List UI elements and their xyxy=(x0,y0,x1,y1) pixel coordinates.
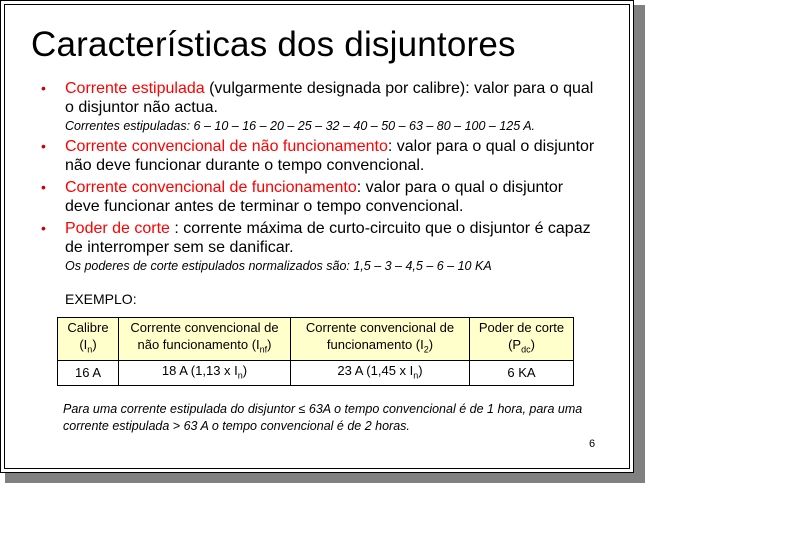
bullet-list xyxy=(41,79,601,277)
header-calibre xyxy=(58,318,119,361)
page-number: 6 xyxy=(589,438,596,450)
bullet-sep: : xyxy=(387,138,397,155)
header-subscript: nf xyxy=(259,344,268,355)
bullet-poder-de-corte xyxy=(41,219,601,257)
header-text: Calibre xyxy=(67,320,109,335)
cell-text: 18 A (1,13 x I xyxy=(161,362,238,378)
bullet-term: Poder de corte xyxy=(65,220,170,237)
cell-text: 6 KA xyxy=(507,365,536,381)
header-subscript: 2 xyxy=(423,344,429,355)
header-close: ) xyxy=(92,337,97,352)
cell-nao-funcionamento xyxy=(119,360,291,386)
bullet-corrente-funcionamento xyxy=(41,178,601,216)
header-funcionamento xyxy=(291,318,470,361)
cell-funcionamento xyxy=(291,360,470,386)
header-symbol: (I xyxy=(248,337,260,352)
example-label: EXEMPLO: xyxy=(65,291,137,307)
header-text: Corrente convencional de funcionamento xyxy=(305,320,455,352)
header-symbol: (P xyxy=(508,337,522,352)
header-subscript: dc xyxy=(521,344,531,355)
bullet-text: valor para o qual o disjuntor deve funcionar antes de terminar o tempo convencional. xyxy=(65,179,564,215)
bullet-term: Corrente estipulada xyxy=(65,80,205,97)
bullet-dot-icon: • xyxy=(41,138,46,154)
note-correntes-estipuladas: Correntes estipuladas: 6 – 10 – 16 – 20 – 25 – 32 – 40 – 50 – 63 – 80 – 100 – 125 A. xyxy=(65,119,536,133)
cell-close: ) xyxy=(242,362,248,378)
cell-subscript: n xyxy=(237,370,243,381)
cell-subscript: n xyxy=(413,370,419,381)
bullet-sep: : xyxy=(169,220,184,237)
header-subscript: n xyxy=(87,344,93,355)
bullet-text: valor para o qual o disjuntor não deve funcionar durante o tempo convencional. xyxy=(65,138,595,174)
header-text: Poder de corte xyxy=(478,320,565,335)
cell-close: ) xyxy=(418,362,423,378)
slide-title: Características dos disjuntores xyxy=(31,25,516,64)
header-symbol: (I xyxy=(79,337,88,352)
bullet-corrente-estipulada xyxy=(41,79,601,117)
cell-text: 16 A xyxy=(74,365,102,381)
table-header-row xyxy=(58,318,574,361)
example-table xyxy=(57,317,574,386)
bullet-dot-icon: • xyxy=(41,80,46,96)
header-close: ) xyxy=(267,337,272,352)
bullet-term: Corrente convencional de funcionamento xyxy=(65,179,357,196)
bullet-term: Corrente convencional de não funcionamento xyxy=(65,138,388,155)
bullet-dot-icon: • xyxy=(41,179,46,195)
bullet-dot-icon: • xyxy=(41,220,46,236)
table-row xyxy=(58,360,574,386)
bullet-text: corrente máxima de curto-circuito que o disjuntor é capaz de interromper sem se danificar. xyxy=(65,220,591,256)
header-symbol: (I xyxy=(412,337,424,352)
cell-text: 23 A (1,45 x I xyxy=(337,362,414,378)
bullet-text: (vulgarmente designada por calibre): valor para o qual o disjuntor não actua. xyxy=(65,80,594,116)
bullet-corrente-nao-funcionamento xyxy=(41,137,601,175)
header-close: ) xyxy=(428,337,434,352)
cell-poder-de-corte xyxy=(470,360,574,386)
header-poder-de-corte xyxy=(470,318,574,361)
cell-calibre xyxy=(58,360,119,386)
bullet-sep: : xyxy=(356,179,366,196)
header-nao-funcionamento xyxy=(119,318,291,361)
header-close: ) xyxy=(530,337,535,352)
note-poderes-de-corte: Os poderes de corte estipulados normalizados são: 1,5 – 3 – 4,5 – 6 – 10 KA xyxy=(65,259,492,273)
header-text: Corrente convencional de não funcionamento xyxy=(130,320,279,352)
footnote: Para uma corrente estipulada do disjuntor ≤ 63A o tempo convencional é de 1 hora, para uma corrente estipulada > 63 A o tempo convencional é de 2 horas. xyxy=(63,402,583,433)
